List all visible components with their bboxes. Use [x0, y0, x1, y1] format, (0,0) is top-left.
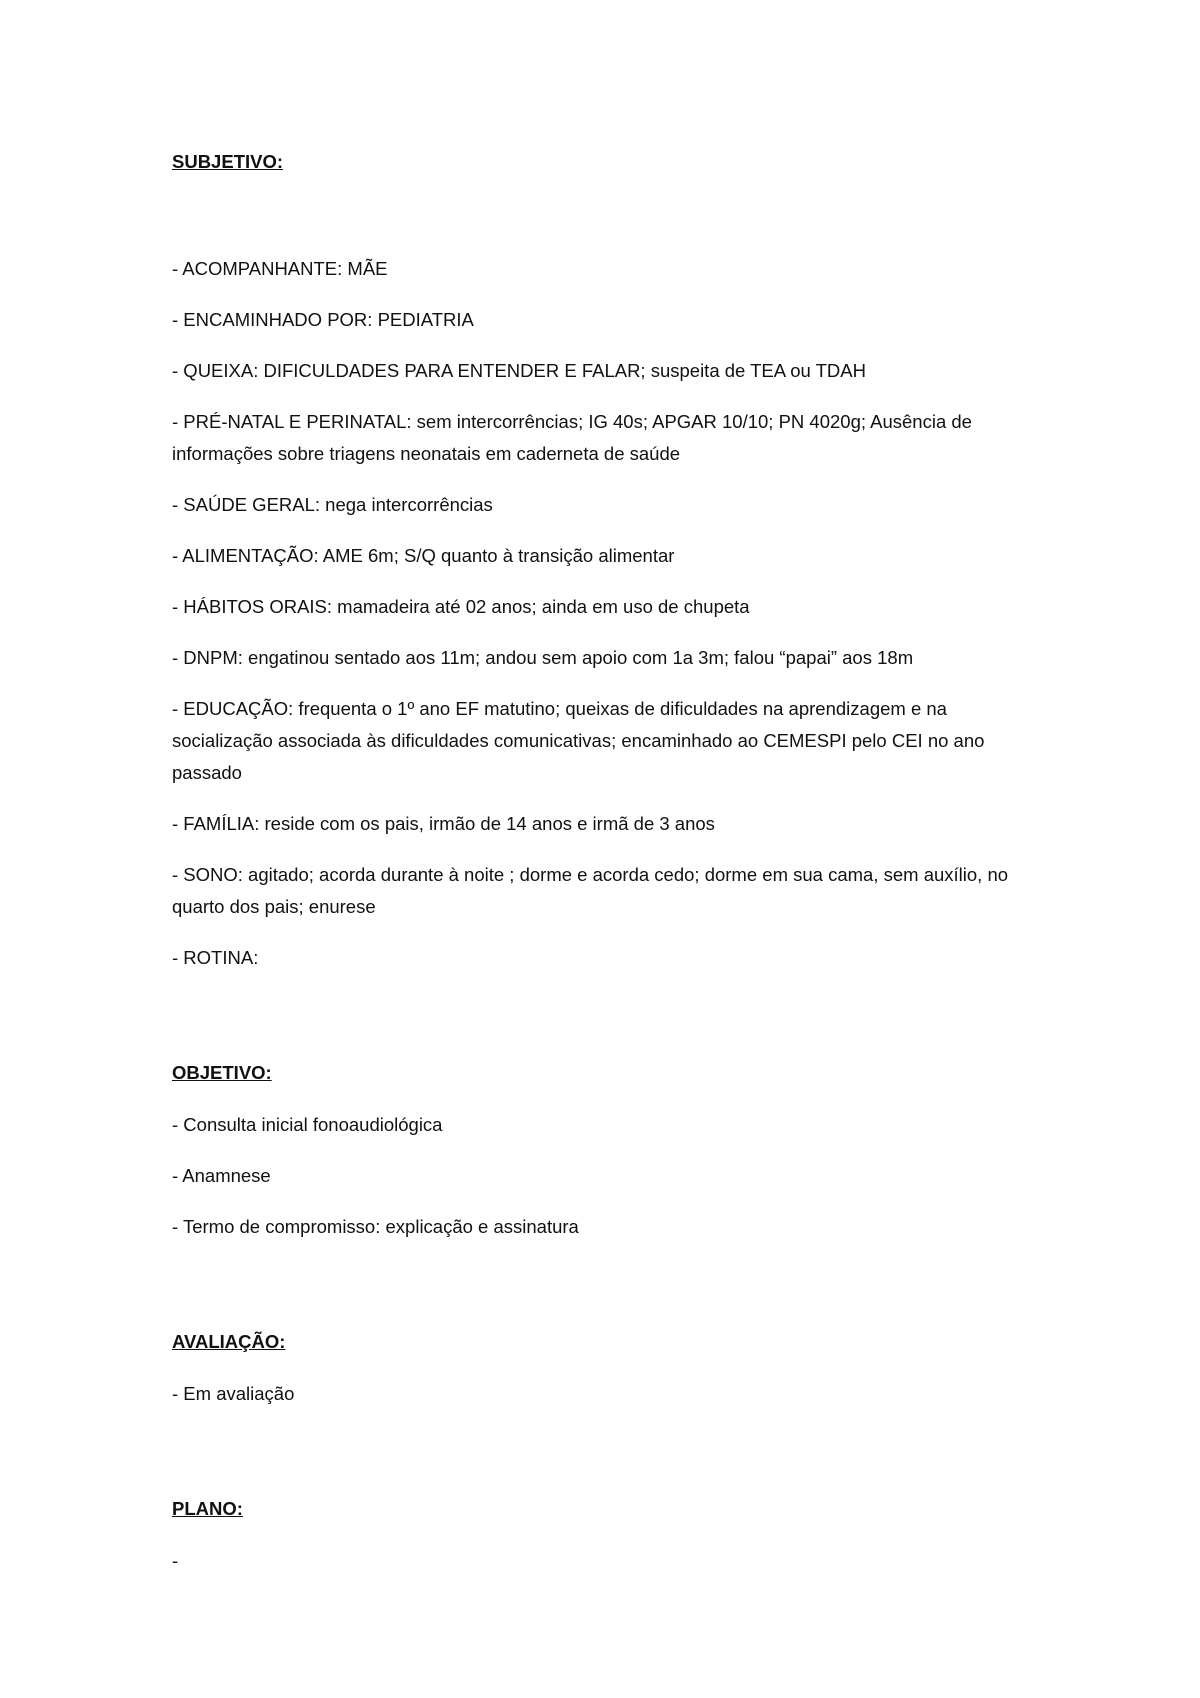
list-item: - SAÚDE GERAL: nega intercorrências: [172, 494, 493, 515]
list-item: - SONO: agitado; acorda durante à noite ; dorme e acorda cedo; dorme em sua cama, sem auxílio, no quarto dos pais; enurese: [172, 864, 1009, 917]
subjetivo-list: [172, 253, 1032, 974]
list-item: - Em avaliação: [172, 1383, 295, 1404]
avaliacao-heading: AVALIAÇÃO:: [172, 1331, 286, 1352]
avaliacao-section: [172, 1326, 1032, 1410]
subjetivo-section: [172, 146, 1032, 974]
list-item: - EDUCAÇÃO: frequenta o 1º ano EF matutino; queixas de dificuldades na aprendizagem e na socialização associada às dificuldades comunicativas; encaminhado ao CEMESPI pelo CEI no ano passado: [172, 698, 985, 783]
plano-list: [172, 1545, 1032, 1577]
list-item: - Termo de compromisso: explicação e assinatura: [172, 1216, 579, 1237]
list-item: - ACOMPANHANTE: MÃE: [172, 258, 388, 279]
objetivo-heading: OBJETIVO:: [172, 1062, 272, 1083]
list-item: - Consulta inicial fonoaudiológica: [172, 1114, 443, 1135]
list-item: - ENCAMINHADO POR: PEDIATRIA: [172, 309, 474, 330]
list-item: - FAMÍLIA: reside com os pais, irmão de 14 anos e irmã de 3 anos: [172, 813, 715, 834]
list-item: - Anamnese: [172, 1165, 271, 1186]
plano-heading: PLANO:: [172, 1498, 243, 1519]
list-item: - ROTINA:: [172, 947, 259, 968]
list-item: - DNPM: engatinou sentado aos 11m; andou sem apoio com 1a 3m; falou “papai” aos 18m: [172, 647, 914, 668]
objetivo-list: [172, 1109, 1032, 1243]
list-item: - PRÉ-NATAL E PERINATAL: sem intercorrências; IG 40s; APGAR 10/10; PN 4020g; Ausência de informações sobre triagens neonatais em caderneta de saúde: [172, 411, 972, 464]
document-content: [172, 146, 1032, 1577]
list-item: - QUEIXA: DIFICULDADES PARA ENTENDER E FALAR; suspeita de TEA ou TDAH: [172, 360, 866, 381]
plano-section: [172, 1493, 1032, 1577]
objetivo-section: [172, 1057, 1032, 1243]
subjetivo-heading: SUBJETIVO:: [172, 151, 284, 172]
avaliacao-list: [172, 1378, 1032, 1410]
list-item: -: [172, 1550, 179, 1571]
list-item: - ALIMENTAÇÃO: AME 6m; S/Q quanto à transição alimentar: [172, 545, 675, 566]
list-item: - HÁBITOS ORAIS: mamadeira até 02 anos; ainda em uso de chupeta: [172, 596, 750, 617]
